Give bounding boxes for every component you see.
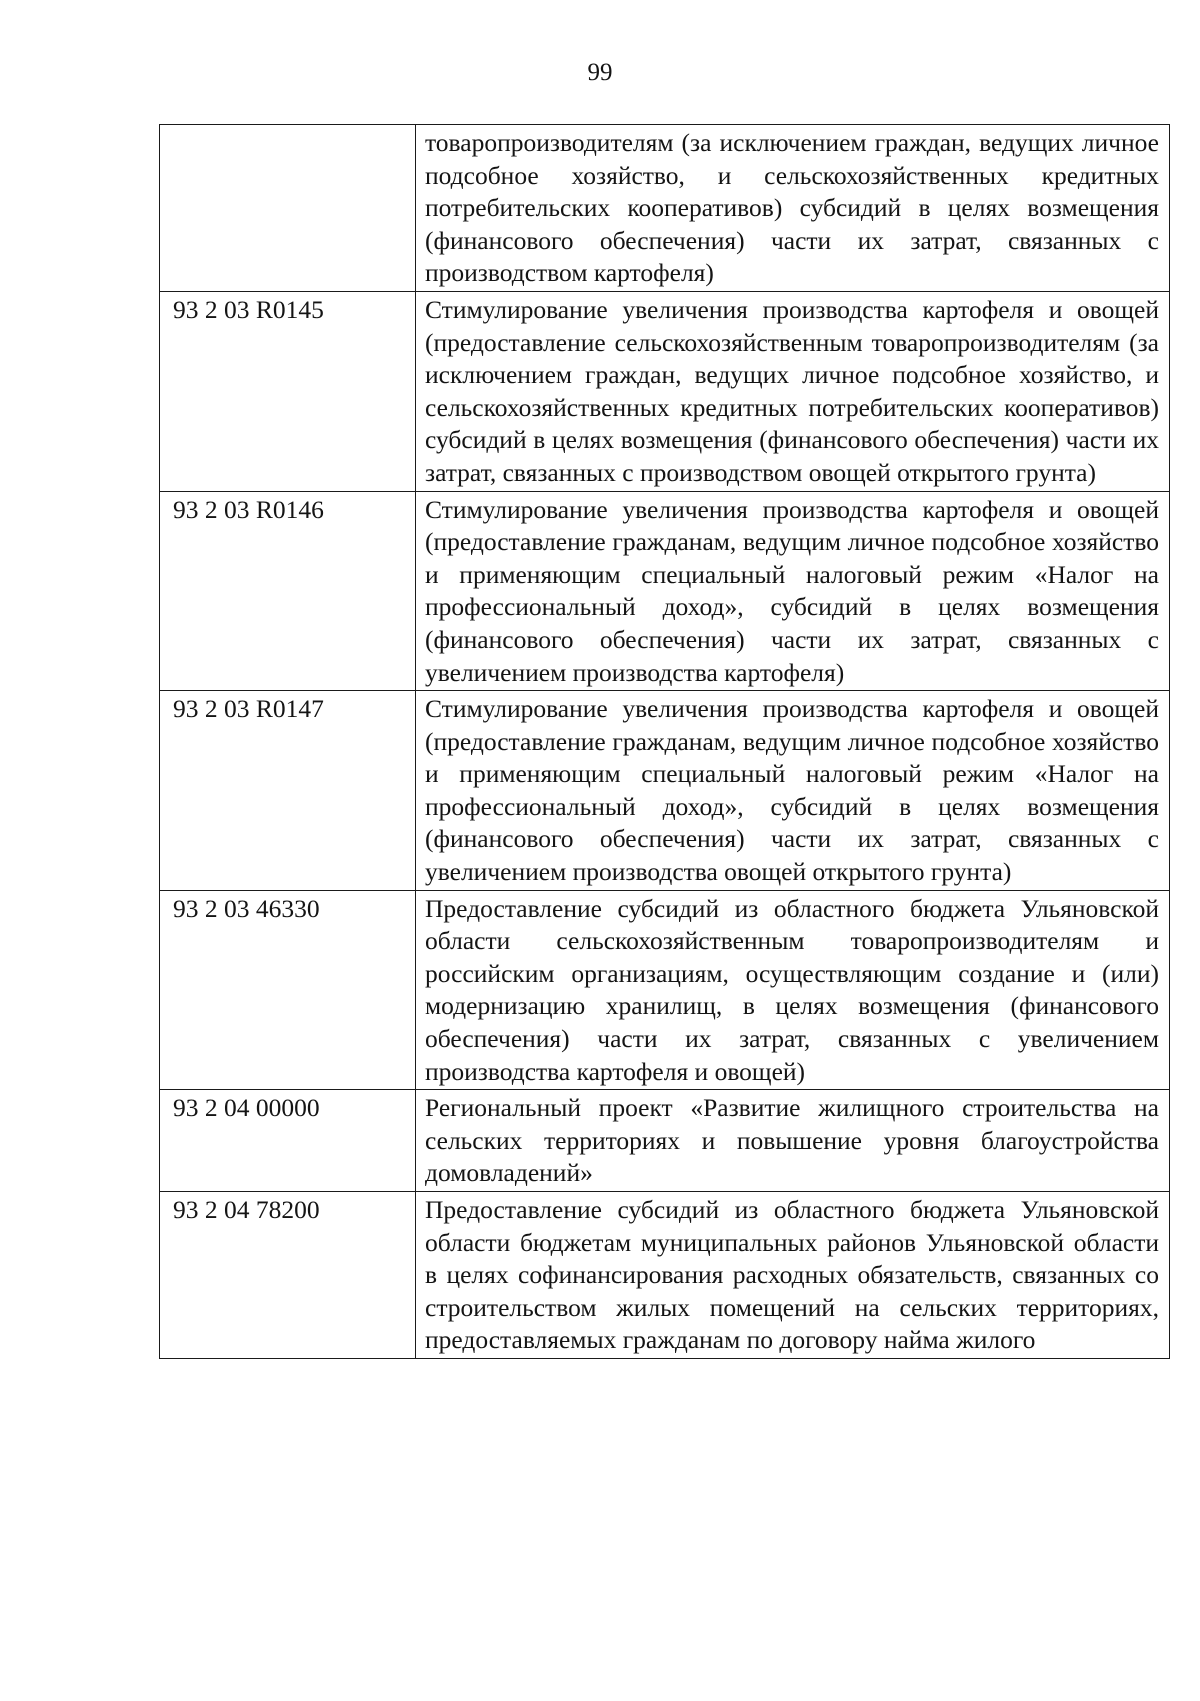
description-cell: Предоставление субсидий из областного бюджета Ульяновской области бюджетам муниципальных районов Ульяновской области в целях софинансирования расходных обязательств, связанных со строительством жилых помещений на сельских территориях, предоставляемых гражданам по договору найма жилого: [416, 1192, 1170, 1359]
table-row: [160, 691, 1170, 891]
code-cell: 93 2 03 R0147: [160, 691, 416, 891]
description-cell: Стимулирование увеличения производства картофеля и овощей (предоставление сельскохозяйственным товаропроизводителям (за исключением граждан, ведущих личное подсобное хозяйство, и сельскохозяйственных кредитных потребительских кооперативов) субсидий в целях возмещения (финансового обеспечения) части их затрат, связанных с производством овощей открытого грунта): [416, 291, 1170, 491]
table-row: [160, 291, 1170, 491]
table-row: [160, 125, 1170, 292]
budget-codes-table: [159, 124, 1170, 1359]
description-cell: Региональный проект «Развитие жилищного строительства на сельских территориях и повышение уровня благоустройства домовладений»: [416, 1090, 1170, 1192]
table-row: [160, 491, 1170, 691]
table-row: [160, 1090, 1170, 1192]
code-cell: 93 2 03 46330: [160, 890, 416, 1090]
code-cell: 93 2 04 00000: [160, 1090, 416, 1192]
code-cell: 93 2 04 78200: [160, 1192, 416, 1359]
code-cell: [160, 125, 416, 292]
code-cell: 93 2 03 R0146: [160, 491, 416, 691]
description-cell: Стимулирование увеличения производства картофеля и овощей (предоставление гражданам, ведущим личное подсобное хозяйство и применяющим специальный налоговый режим «Налог на профессиональный доход», субсидий в целях возмещения (финансового обеспечения) части их затрат, связанных с увеличением производства картофеля): [416, 491, 1170, 691]
description-cell: Предоставление субсидий из областного бюджета Ульяновской области сельскохозяйственным товаропроизводителям и российским организациям, осуществляющим создание и (или) модернизацию хранилищ, в целях возмещения (финансового обеспечения) части их затрат, связанных с увеличением производства картофеля и овощей): [416, 890, 1170, 1090]
table-row: [160, 890, 1170, 1090]
table-row: [160, 1192, 1170, 1359]
page-number: 99: [587, 59, 613, 86]
description-cell: товаропроизводителям (за исключением граждан, ведущих личное подсобное хозяйство, и сельскохозяйственных кредитных потребительских кооперативов) субсидий в целях возмещения (финансового обеспечения) части их затрат, связанных с производством картофеля): [416, 125, 1170, 292]
description-cell: Стимулирование увеличения производства картофеля и овощей (предоставление гражданам, ведущим личное подсобное хозяйство и применяющим специальный налоговый режим «Налог на профессиональный доход», субсидий в целях возмещения (финансового обеспечения) части их затрат, связанных с увеличением производства овощей открытого грунта): [416, 691, 1170, 891]
code-cell: 93 2 03 R0145: [160, 291, 416, 491]
